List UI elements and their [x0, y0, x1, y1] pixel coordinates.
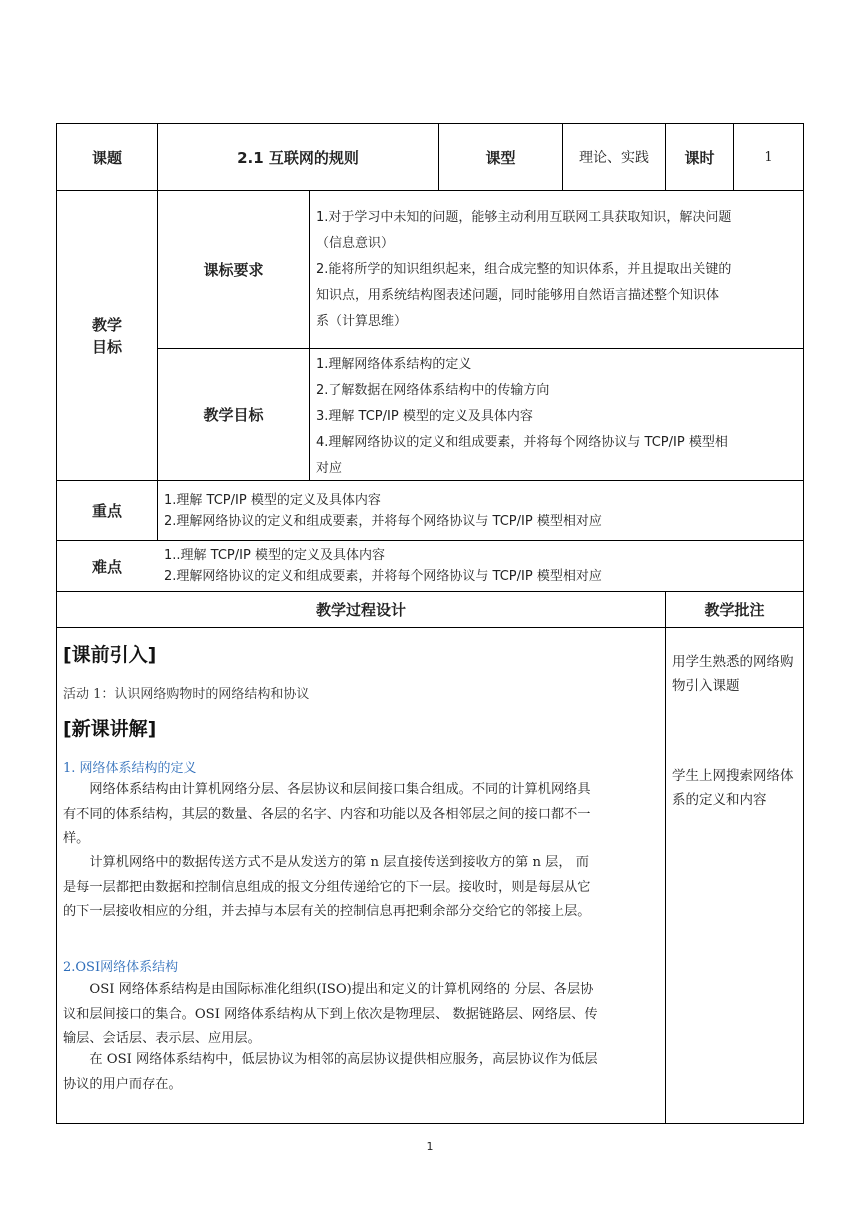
teaching-goal-text: [316, 352, 801, 482]
page-number: 1: [426, 1139, 434, 1153]
paragraph: 网络体系结构由计算机网络分层、各层协议和层间接口集合组成。不同的计算机网络具有不同的体系结构，其层的数量、各层的名字、内容和功能以及各相邻层之间的接口都不一样。: [63, 782, 591, 846]
note-1: 用学生熟悉的网络购物引入课题: [672, 654, 794, 694]
standard-label: 课标要求: [203, 261, 264, 279]
goals-label-line2: 目标: [91, 337, 122, 356]
key-point-line: 1.理解 TCP/IP 模型的定义及具体内容: [164, 493, 381, 508]
note-2: 学生上网搜索网络体系的定义和内容: [672, 768, 794, 808]
teaching-goal-line: 2.了解数据在网络体系结构中的传输方向: [316, 383, 550, 398]
standard-line: 系（计算思维）: [316, 314, 408, 329]
goals-label-line1: 教学: [91, 315, 122, 334]
type-value: 理论、实践: [579, 150, 649, 166]
key-points-label: 重点: [91, 502, 122, 520]
topic-value: 2.1 互联网的规则: [237, 148, 359, 167]
process-header: 教学过程设计: [315, 601, 406, 619]
paragraph: OSI 网络体系结构是由国际标准化组织(ISO)提出和定义的计算机网络的 分层、各层协议和层间接口的集合。OSI 网络体系结构从下到上依次是物理层、 数据链路层、网络层、传输层、会话层、表示层、应用层。: [63, 982, 598, 1046]
standard-line: 2.能将所学的知识组织起来，组合成完整的知识体系，并且提取出关键的: [316, 262, 732, 277]
teaching-goal-line: 3.理解 TCP/IP 模型的定义及具体内容: [316, 409, 533, 424]
paragraph: 在 OSI 网络体系结构中，低层协议为相邻的高层协议提供相应服务，高层协议作为低层协议的用户而存在。: [63, 1052, 598, 1092]
teaching-goal-label: 教学目标: [203, 406, 264, 424]
hours-label: 课时: [684, 148, 715, 167]
intro-heading: [课前引入]: [63, 644, 157, 666]
topic-label: 课题: [91, 148, 122, 167]
difficult-points-label: 难点: [91, 557, 122, 576]
goals-label: [57, 191, 157, 480]
teaching-goal-line: 1.理解网络体系结构的定义: [316, 357, 472, 372]
teaching-goal-line: 4.理解网络协议的定义和组成要素，并将每个网络协议与 TCP/IP 模型相: [316, 435, 728, 450]
difficult-point-line: 2.理解网络协议的定义和组成要素，并将每个网络协议与 TCP/IP 模型相对应: [164, 569, 602, 584]
notes-header: 教学批注: [704, 601, 765, 619]
type-label: 课型: [485, 148, 516, 167]
standard-line: （信息意识）: [316, 236, 395, 251]
key-points-text: [164, 490, 794, 532]
key-point-line: 2.理解网络协议的定义和组成要素，并将每个网络协议与 TCP/IP 模型相对应: [164, 514, 602, 529]
standard-line: 知识点，用系统结构图表述问题，同时能够用自然语言描述整个知识体: [316, 288, 720, 303]
hours-value: 1: [764, 149, 773, 165]
subsection-2-title: 2.OSI网络体系结构: [63, 960, 179, 975]
subsection-1-title: 1. 网络体系结构的定义: [63, 761, 197, 776]
standard-line: 1.对于学习中未知的问题，能够主动利用互联网工具获取知识，解决问题: [316, 210, 732, 225]
new-lesson-heading: [新课讲解]: [63, 718, 157, 740]
difficult-points-text: [164, 545, 794, 587]
standard-text: [316, 205, 801, 335]
difficult-point-line: 1..理解 TCP/IP 模型的定义及具体内容: [164, 548, 385, 563]
paragraph: 计算机网络中的数据传送方式不是从发送方的第 n 层直接传送到接收方的第 n 层， 而是每一层都把由数据和控制信息组成的报文分组传递给它的下一层。接收时，则是每层从它的下一层接收相应的分组，并去掉与本层有关的控制信息再把剩余部分交给它的邻接上层。: [63, 855, 591, 919]
teaching-goal-line: 对应: [316, 461, 343, 476]
activity-text: 活动 1：认识网络购物时的网络结构和协议: [63, 687, 310, 702]
